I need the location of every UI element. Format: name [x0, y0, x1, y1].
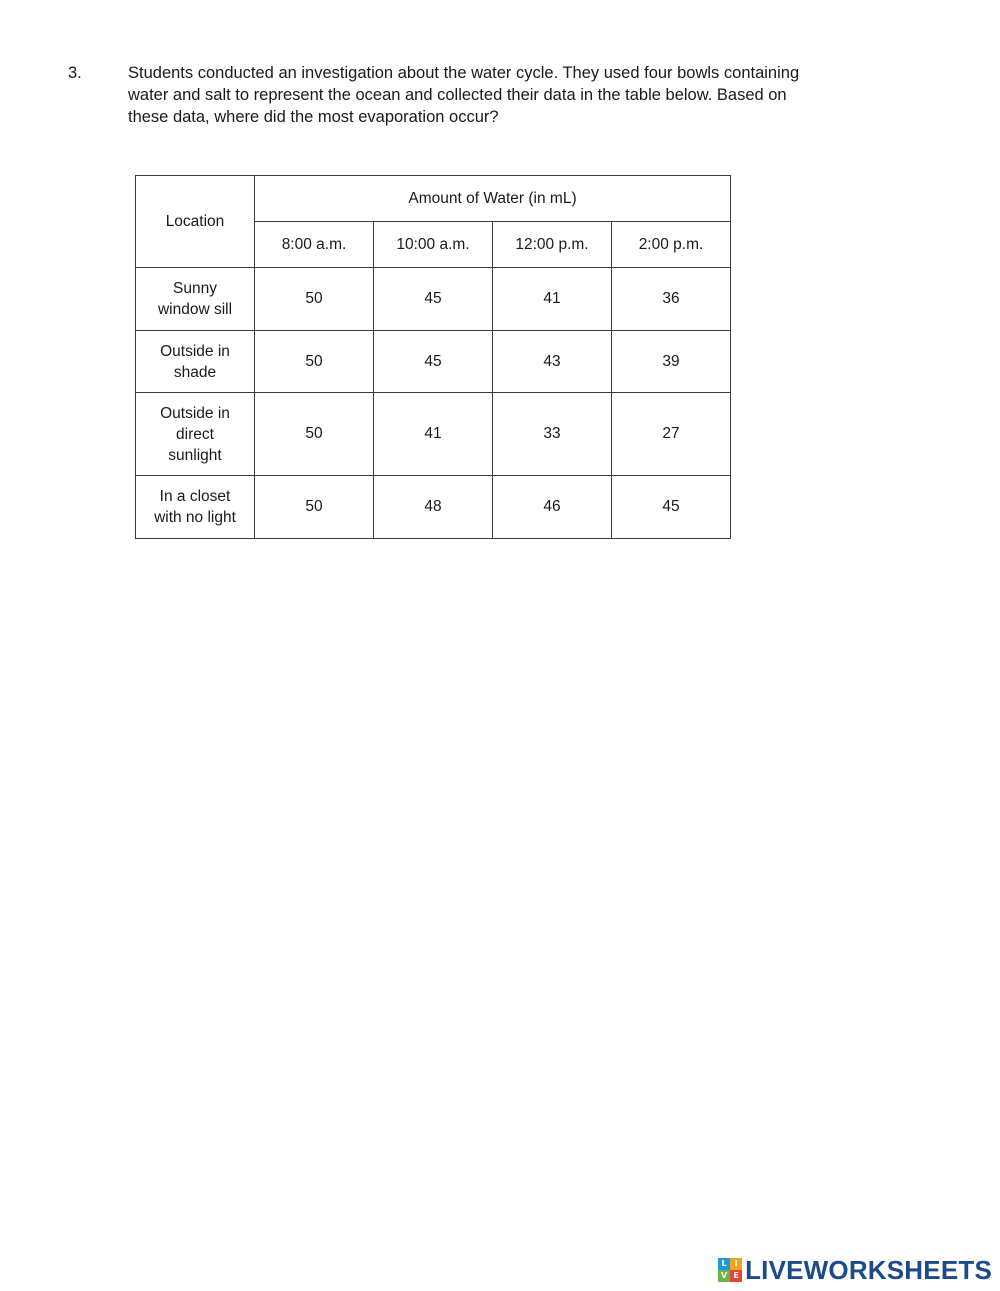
table-row — [136, 393, 731, 476]
table-row — [136, 331, 731, 393]
table-cell: 43 — [493, 331, 612, 393]
row-location: Outside in shade — [136, 331, 255, 393]
liveworksheets-brand[interactable] — [718, 1255, 992, 1285]
table-cell: 46 — [493, 476, 612, 539]
question — [68, 62, 828, 128]
table-cell: 41 — [493, 268, 612, 331]
data-table — [135, 175, 731, 539]
time-header: 2:00 p.m. — [612, 222, 731, 268]
table-cell: 36 — [612, 268, 731, 331]
row-location: Sunny window sill — [136, 268, 255, 331]
amount-header: Amount of Water (in mL) — [255, 176, 731, 222]
table-cell: 50 — [255, 476, 374, 539]
question-text: Students conducted an investigation about the water cycle. They used four bowls containing water and salt to represent the ocean and collected their data in the table below. Based on these data, where did the most evaporation occur? — [128, 64, 800, 126]
table-cell: 41 — [374, 393, 493, 476]
table-cell: 33 — [493, 393, 612, 476]
table-cell: 50 — [255, 268, 374, 331]
table-cell: 27 — [612, 393, 731, 476]
table-row — [136, 268, 731, 331]
location-header: Location — [136, 176, 255, 268]
time-header: 10:00 a.m. — [374, 222, 493, 268]
table-row — [136, 476, 731, 539]
liveworksheets-logo-icon: L I V E — [718, 1258, 742, 1282]
table-cell: 45 — [374, 268, 493, 331]
time-header: 8:00 a.m. — [255, 222, 374, 268]
question-number: 3. — [68, 64, 82, 82]
brand-name: LIVEWORKSHEETS — [745, 1254, 992, 1285]
table-cell: 48 — [374, 476, 493, 539]
time-header: 12:00 p.m. — [493, 222, 612, 268]
table-cell: 39 — [612, 331, 731, 393]
table-cell: 50 — [255, 331, 374, 393]
table-cell: 45 — [374, 331, 493, 393]
table-cell: 50 — [255, 393, 374, 476]
row-location: In a closet with no light — [136, 476, 255, 539]
table-cell: 45 — [612, 476, 731, 539]
row-location: Outside in direct sunlight — [136, 393, 255, 476]
